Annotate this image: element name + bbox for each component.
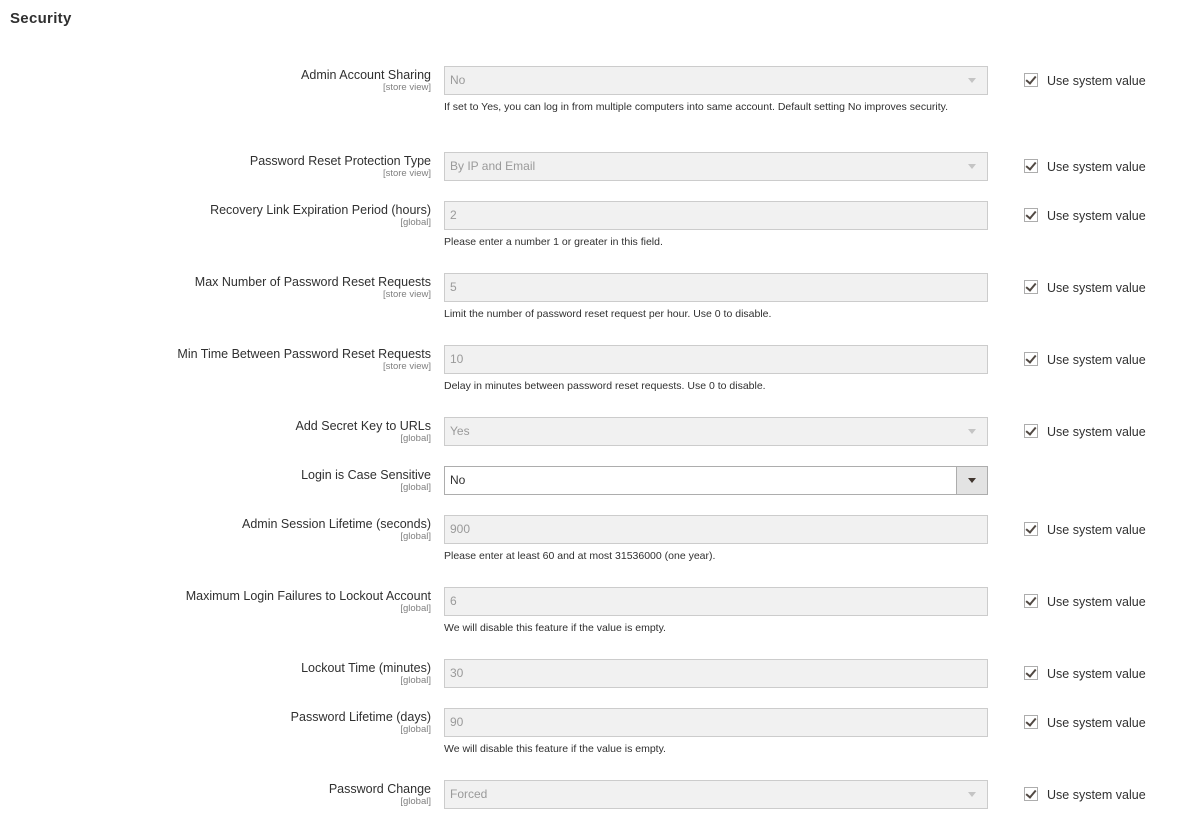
field-label: Recovery Link Expiration Period (hours) — [210, 203, 431, 217]
checkbox-checked-icon[interactable] — [1024, 666, 1038, 680]
use-system-value-checkbox[interactable] — [1024, 280, 1146, 296]
use-system-value-checkbox[interactable] — [1024, 715, 1146, 731]
input-value: 90 — [450, 715, 464, 729]
use-system-value-checkbox[interactable] — [1024, 522, 1146, 538]
checkbox-checked-icon[interactable] — [1024, 715, 1038, 729]
max-login-failures-input[interactable] — [444, 587, 988, 616]
field-label: Maximum Login Failures to Lockout Account — [185, 589, 431, 603]
field-note: Please enter at least 60 and at most 31536000 (one year). — [444, 550, 716, 562]
checkbox-checked-icon[interactable] — [1024, 787, 1038, 801]
select-value: By IP and Email — [450, 159, 536, 173]
chevron-down-icon — [957, 418, 987, 445]
field-scope: [global] — [400, 482, 431, 493]
field-scope: [global] — [400, 217, 431, 228]
use-system-value-label: Use system value — [1047, 353, 1146, 367]
max-password-reset-requests-input[interactable] — [444, 273, 988, 302]
admin-session-lifetime-input[interactable] — [444, 515, 988, 544]
field-scope: [global] — [400, 724, 431, 735]
use-system-value-checkbox[interactable] — [1024, 159, 1146, 175]
field-note: Delay in minutes between password reset requests. Use 0 to disable. — [444, 380, 766, 392]
select-value: Yes — [450, 424, 470, 438]
chevron-down-icon — [957, 781, 987, 808]
use-system-value-label: Use system value — [1047, 716, 1146, 730]
field-label: Login is Case Sensitive — [301, 468, 431, 482]
field-label-group — [301, 660, 431, 686]
field-note: Limit the number of password reset request per hour. Use 0 to disable. — [444, 308, 772, 320]
field-scope: [global] — [400, 603, 431, 614]
field-label-group — [301, 467, 431, 493]
field-scope: [global] — [400, 675, 431, 686]
use-system-value-checkbox[interactable] — [1024, 666, 1146, 682]
field-label-group — [242, 516, 431, 542]
use-system-value-label: Use system value — [1047, 667, 1146, 681]
field-label: Password Lifetime (days) — [290, 710, 431, 724]
field-note: If set to Yes, you can log in from multiple computers into same account. Default setting No improves security. — [444, 101, 949, 113]
checkbox-checked-icon[interactable] — [1024, 208, 1038, 222]
chevron-down-icon — [957, 153, 987, 180]
field-label-group — [210, 202, 431, 228]
checkbox-checked-icon[interactable] — [1024, 594, 1038, 608]
field-label: Min Time Between Password Reset Requests — [177, 347, 431, 361]
field-label-group — [186, 588, 431, 614]
field-label-group — [291, 709, 431, 735]
field-scope: [store view] — [382, 82, 431, 93]
select-value: No — [450, 473, 466, 487]
select-value: Forced — [450, 787, 488, 801]
add-secret-key-select[interactable] — [444, 417, 988, 446]
admin-account-sharing-select[interactable] — [444, 66, 988, 95]
field-scope: [store view] — [382, 289, 431, 300]
field-scope: [global] — [400, 531, 431, 542]
field-label: Add Secret Key to URLs — [295, 419, 431, 433]
use-system-value-checkbox[interactable] — [1024, 352, 1146, 368]
use-system-value-label: Use system value — [1047, 788, 1146, 802]
field-note: Please enter a number 1 or greater in this field. — [444, 236, 663, 248]
use-system-value-checkbox[interactable] — [1024, 208, 1146, 224]
field-label-group — [301, 67, 431, 93]
use-system-value-label: Use system value — [1047, 425, 1146, 439]
use-system-value-checkbox[interactable] — [1024, 594, 1146, 610]
checkbox-checked-icon[interactable] — [1024, 352, 1038, 366]
checkbox-checked-icon[interactable] — [1024, 73, 1038, 87]
field-label-group — [195, 274, 431, 300]
input-value: 2 — [450, 208, 457, 222]
field-label-group — [296, 418, 431, 444]
min-time-between-reset-requests-input[interactable] — [444, 345, 988, 374]
field-label: Password Change — [328, 782, 431, 796]
field-note: We will disable this feature if the value is empty. — [444, 622, 666, 634]
input-value: 6 — [450, 594, 457, 608]
chevron-down-icon — [957, 67, 987, 94]
input-value: 900 — [450, 522, 471, 536]
field-label-group — [177, 346, 431, 372]
select-value: No — [450, 73, 466, 87]
use-system-value-label: Use system value — [1047, 160, 1146, 174]
checkbox-checked-icon[interactable] — [1024, 280, 1038, 294]
checkbox-checked-icon[interactable] — [1024, 522, 1038, 536]
use-system-value-label: Use system value — [1047, 74, 1146, 88]
password-reset-protection-type-select[interactable] — [444, 152, 988, 181]
field-label: Password Reset Protection Type — [249, 154, 431, 168]
use-system-value-label: Use system value — [1047, 595, 1146, 609]
checkbox-checked-icon[interactable] — [1024, 424, 1038, 438]
section-title[interactable]: Security — [10, 10, 72, 27]
password-lifetime-input[interactable] — [444, 708, 988, 737]
input-value: 10 — [450, 352, 464, 366]
input-value: 5 — [450, 280, 457, 294]
recovery-link-expiration-input[interactable] — [444, 201, 988, 230]
use-system-value-checkbox[interactable] — [1024, 73, 1146, 89]
field-scope: [global] — [400, 433, 431, 444]
use-system-value-label: Use system value — [1047, 281, 1146, 295]
field-label-group — [329, 781, 431, 807]
field-label: Admin Session Lifetime (seconds) — [242, 517, 431, 531]
use-system-value-label: Use system value — [1047, 523, 1146, 537]
field-label: Admin Account Sharing — [301, 68, 431, 82]
use-system-value-checkbox[interactable] — [1024, 787, 1146, 803]
checkbox-checked-icon[interactable] — [1024, 159, 1038, 173]
lockout-time-input[interactable] — [444, 659, 988, 688]
field-scope: [global] — [400, 796, 431, 807]
input-value: 30 — [450, 666, 464, 680]
field-label-group — [250, 153, 431, 179]
field-label: Max Number of Password Reset Requests — [194, 275, 431, 289]
field-scope: [store view] — [382, 168, 431, 179]
login-case-sensitive-select[interactable] — [444, 466, 988, 495]
field-note: We will disable this feature if the value is empty. — [444, 743, 666, 755]
password-change-select[interactable] — [444, 780, 988, 809]
use-system-value-checkbox[interactable] — [1024, 424, 1146, 440]
field-scope: [store view] — [382, 361, 431, 372]
chevron-down-icon[interactable] — [956, 467, 987, 494]
field-label: Lockout Time (minutes) — [301, 661, 431, 675]
use-system-value-label: Use system value — [1047, 209, 1146, 223]
